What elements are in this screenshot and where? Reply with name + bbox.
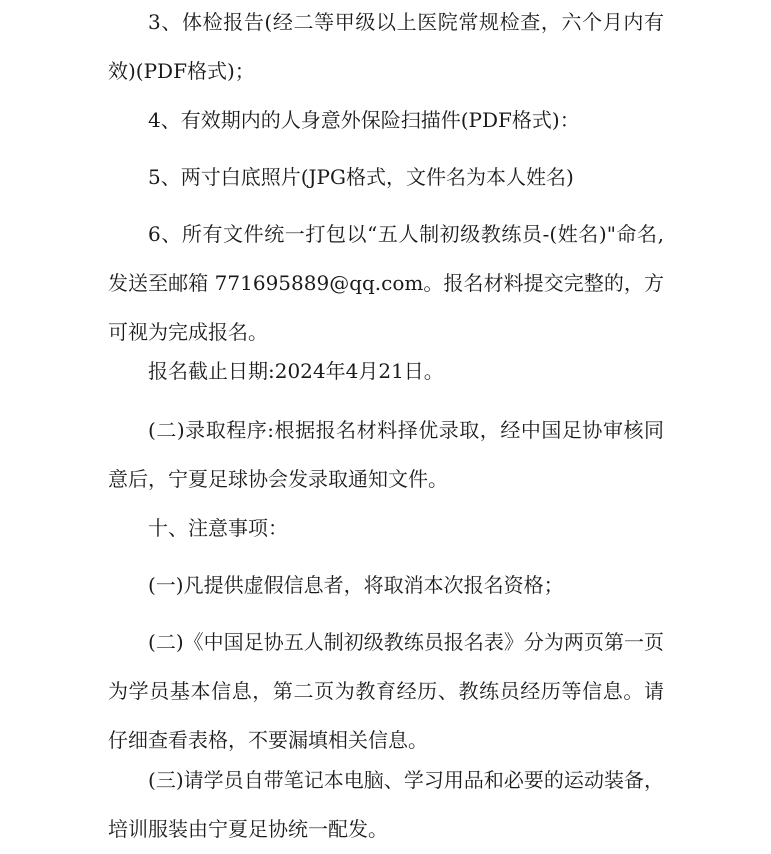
paragraph-deadline: 报名截止日期:2024年4月21日。 (148, 359, 444, 383)
paragraph-health-report: 3、体检报告(经二等甲级以上医院常规检查，六个月内有效)(PDF格式)； (108, 10, 664, 83)
paragraph-submission-instructions: 6、所有文件统一打包以“五人制初级教练员-(姓名)"命名,发送至邮箱 771695889@qq.com。报名材料提交完整的，方可视为完成报名。 (108, 222, 664, 344)
paragraph-photo: 5、两寸白底照片(JPG格式，文件名为本人姓名) (148, 165, 574, 189)
paragraph-insurance: 4、有效期内的人身意外保险扫描件(PDF格式)： (148, 108, 580, 132)
paragraph-false-information: (一)凡提供虚假信息者，将取消本次报名资格； (148, 573, 564, 597)
paragraph-equipment: (三)请学员自带笔记本电脑、学习用品和必要的运动装备，培训服装由宁夏足协统一配发。 (108, 768, 664, 841)
paragraph-registration-form: (二)《中国足协五人制初级教练员报名表》分为两页第一页为学员基本信息，第二页为教育经历、教练员经历等信息。请仔细查看表格，不要漏填相关信息。 (108, 630, 664, 752)
section-heading-notes: 十、注意事项： (148, 516, 288, 540)
paragraph-admission-procedure: (二)录取程序:根据报名材料择优录取，经中国足协审核同意后，宁夏足球协会发录取通知文件。 (108, 418, 664, 491)
